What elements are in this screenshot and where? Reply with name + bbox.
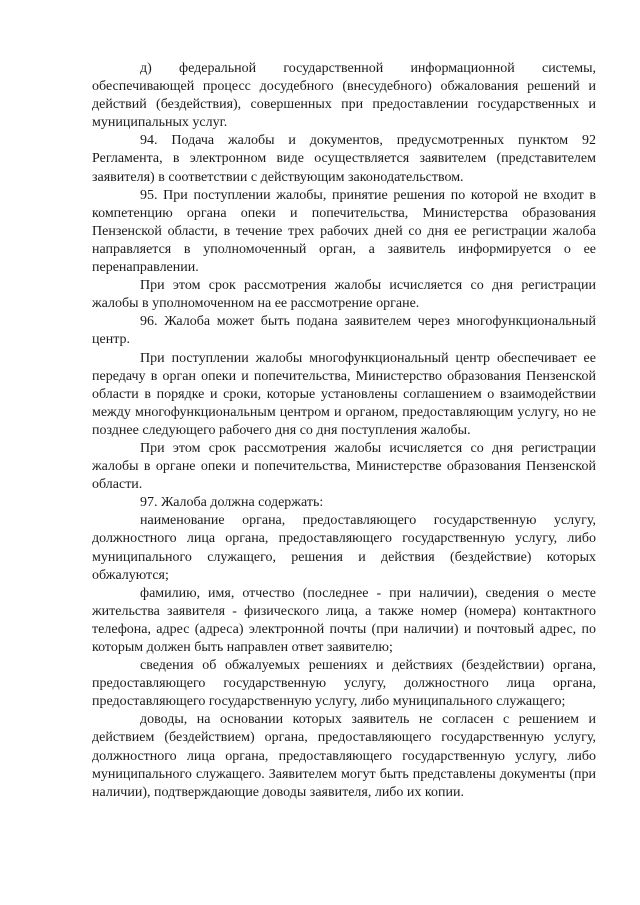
paragraph-97-appealed-decisions: сведения об обжалуемых решениях и действиях (бездействии) органа, предоставляющего государственную услугу, должностного лица органа, предоставляющего государственную услугу, либо муниципального служащего; — [92, 658, 596, 710]
paragraph-95-redirect-complaint: 95. При поступлении жалобы, принятие решения по которой не входит в компетенцию органа опеки и попечительства, Министерства образования Пензенской области, в течение трех рабочих дней со дня ее регистрации жалоба направляется в уполномоченный орган, а заявитель информируется о ее перенаправлении. — [92, 187, 596, 276]
paragraph-97-complaint-contents: 97. Жалоба должна содержать: — [140, 495, 324, 511]
paragraph-96-mfc-submission: 96. Жалоба может быть подана заявителем через многофункциональный центр. — [92, 314, 596, 348]
paragraph-96-review-period: При этом срок рассмотрения жалобы исчисляется со дня регистрации жалобы в органе опеки и попечительства, Министерстве образования Пензенской области. — [92, 440, 596, 493]
paragraph-97-arguments: доводы, на основании которых заявитель не согласен с решением и действием (бездействием) органа, предоставляющего государственную услугу, должностного лица органа, предоставляющего государственную услугу, либо муниципального служащего. Заявителем могут быть представлены документы (при наличии), подтверждающие доводы заявителя, либо их копии. — [92, 712, 596, 800]
paragraph-94-electronic-submission: 94. Подача жалобы и документов, предусмотренных пунктом 92 Регламента, в электронном виде осуществляется заявителем (представителем заявителя) в соответствии с действующим законодательством. — [92, 133, 596, 185]
paragraph-97-organ-name: наименование органа, предоставляющего государственную услугу, должностного лица органа, предоставляющего государственную услугу, либо муниципального служащего, решения и действия (бездействие) которых обжалуются; — [92, 513, 596, 583]
paragraph-96-mfc-transfer: При поступлении жалобы многофункциональный центр обеспечивает ее передачу в орган опеки и попечительства, Министерство образования Пензенской области в порядке и сроки, которые установлены соглашением о взаимодействии между многофункциональным центром и органом, предоставляющим услугу, но не позднее следующего рабочего дня со дня поступления жалобы. — [92, 350, 596, 438]
paragraph-97-applicant-details: фамилию, имя, отчество (последнее - при наличии), сведения о месте жительства заявителя - физического лица, а также номер (номера) контактного телефона, адрес (адреса) электронной почты (при наличии) и почтовый адрес, по которым должен быть направлен ответ заявителю; — [92, 585, 596, 655]
paragraph-item-d-federal-system: д) федеральной государственной информационной системы, обеспечивающей процесс досудебного (внесудебного) обжалования решений и действий (бездействия), совершенных при предоставлении государственных и муниципальных услуг. — [92, 61, 596, 131]
paragraph-95-review-period: При этом срок рассмотрения жалобы исчисляется со дня регистрации жалобы в уполномоченном на ее рассмотрение органе. — [92, 278, 596, 312]
document-page — [92, 60, 596, 802]
